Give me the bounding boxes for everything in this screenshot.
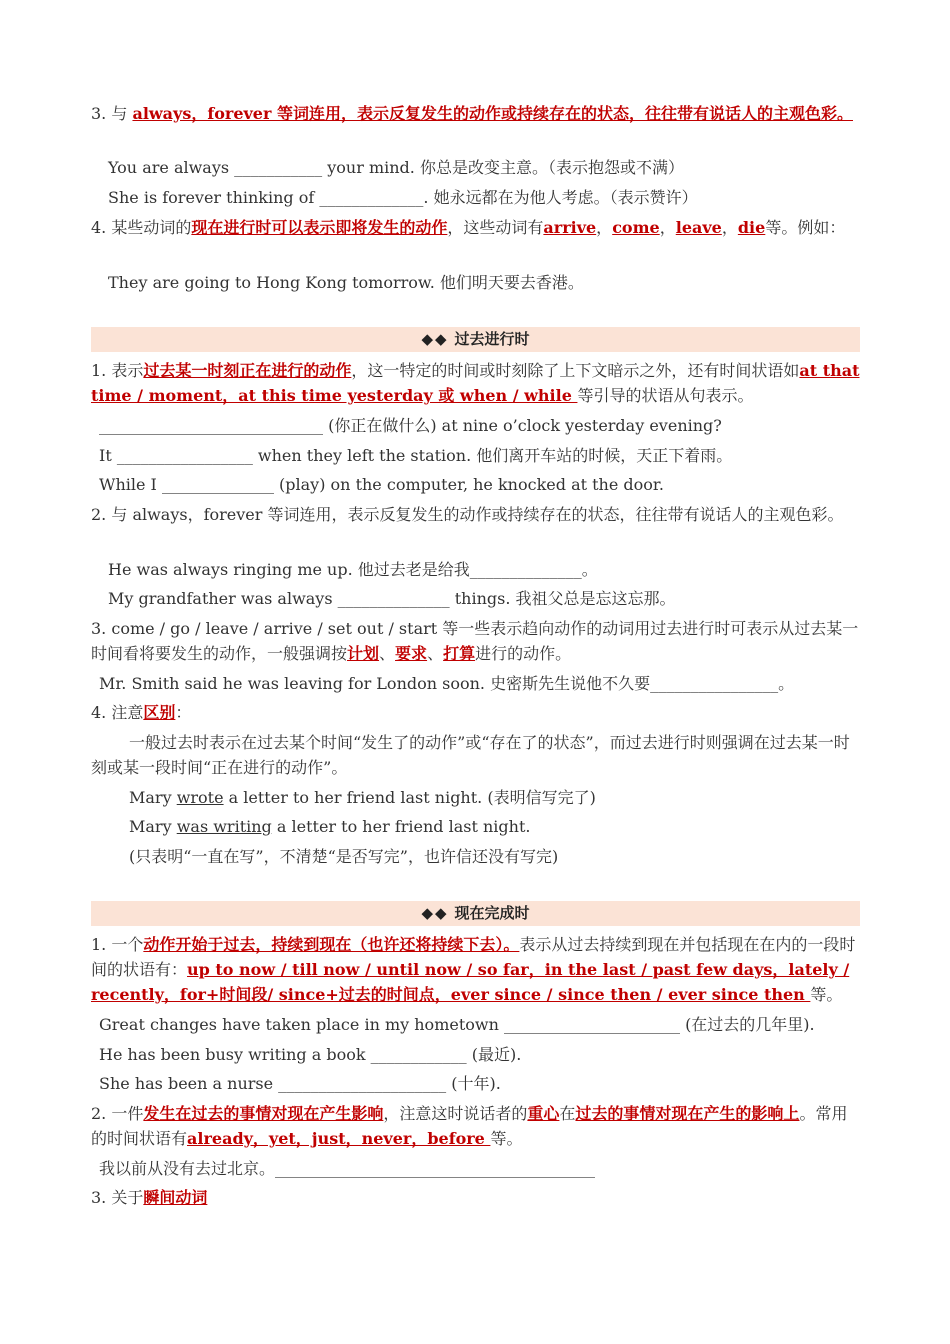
highlight-text: already，yet，just，never，before bbox=[187, 1129, 491, 1148]
underlined-verb: was writing bbox=[176, 817, 272, 836]
example-sentence: She is forever thinking of _____________. 她永远都在为他人考虑。（表示赞许） bbox=[108, 188, 698, 207]
keyword: die bbox=[737, 218, 766, 237]
diamond-icon: ◆◆ bbox=[421, 904, 449, 922]
explanation-paragraph: 一般过去时表示在过去某个时间“发生了的动作”或“存在了的状态”，而过去进行时则强调在过去某一时刻或某一段时间“正在进行的动作”。 bbox=[91, 733, 850, 777]
section-title: 现在完成时 bbox=[454, 904, 530, 922]
item-2-past-impact: 2. 一件发生在过去的事情对现在产生影响，注意这时说话者的重心在过去的事情对现在产生的影响上。常用的时间状语有already，yet，just，never，before 等。 bbox=[91, 1104, 848, 1148]
item-3-momentary-verbs: 3. 关于瞬间动词 bbox=[91, 1188, 208, 1207]
section-title: 过去进行时 bbox=[454, 330, 530, 348]
item-number: 3. 与 bbox=[91, 104, 133, 123]
section-header-past-progressive bbox=[91, 327, 860, 352]
example-sentence: Mr. Smith said he was leaving for London soon. 史密斯先生说他不久要________________。 bbox=[99, 674, 795, 693]
keyword: 要求 bbox=[395, 644, 428, 663]
keyword: come bbox=[612, 218, 660, 237]
example-sentence: They are going to Hong Kong tomorrow. 他们明天要去香港。 bbox=[108, 273, 584, 292]
example-sentence: Mary was writing a letter to her friend last night. bbox=[129, 817, 531, 836]
item-3-directional-verbs: 3. come / go / leave / arrive / set out / start 等一些表示趋向动作的动词用过去进行时可表示从过去某一时间看将要发生的动作，一般强调按计划、要求、打算进行的动作。 bbox=[91, 619, 859, 663]
keyword: arrive bbox=[543, 218, 597, 237]
item-2-always-forever: 2. 与 always，forever 等词连用，表示反复发生的动作或持续存在的状态，往往带有说话人的主观色彩。 bbox=[91, 505, 844, 524]
example-sentence: Great changes have taken place in my hometown ______________________ (在过去的几年里). bbox=[99, 1015, 815, 1034]
highlight-text: 动作开始于过去，持续到现在（也许还将持续下去）。 bbox=[143, 935, 520, 954]
keyword: 计划 bbox=[347, 644, 380, 663]
diamond-icon: ◆◆ bbox=[421, 330, 449, 348]
underlined-verb: wrote bbox=[176, 788, 224, 807]
highlight-text: 过去某一时刻正在进行的动作 bbox=[143, 361, 352, 380]
section-header-present-perfect bbox=[91, 901, 860, 926]
item-4-distinction: 4. 注意区别： bbox=[91, 703, 192, 722]
highlight-text: up to now / till now / until now / so far，in the last / past few days，lately / recently，for+时间段/ since+过去的时间点，ever since / since then / ever since then bbox=[91, 960, 850, 1004]
keyword: 重心 bbox=[527, 1104, 560, 1123]
item-1-past-moment: 1. 表示过去某一时刻正在进行的动作，这一特定的时间或时刻除了上下文暗示之外，还有时间状语如at that time / moment，at this time yesterday 或 when / while 等引导的状语从句表示。 bbox=[91, 361, 860, 405]
example-sentence: He was always ringing me up. 他过去老是给我______________。 bbox=[108, 560, 598, 579]
example-sentence: He has been busy writing a book ____________ (最近). bbox=[99, 1045, 522, 1064]
keyword: leave bbox=[675, 218, 722, 237]
example-sentence: ____________________________ (你正在做什么) at nine o’clock yesterday evening? bbox=[99, 416, 722, 435]
item-4-future-meaning: 4. 某些动词的现在进行时可以表示即将发生的动作，这些动词有arrive，come，leave，die等。例如： bbox=[91, 218, 846, 237]
example-note: (只表明“一直在写”，不清楚“是否写完”，也许信还没有写完) bbox=[129, 847, 559, 866]
example-sentence: 我以前从没有去过北京。________________________________________ bbox=[99, 1159, 596, 1178]
example-sentence: While I ______________ (play) on the computer, he knocked at the door. bbox=[99, 475, 664, 494]
highlight-text: 现在进行时可以表示即将发生的动作 bbox=[191, 218, 448, 237]
highlight-text: always，forever 等词连用，表示反复发生的动作或持续存在的状态，往往带有说话人的主观色彩。 bbox=[132, 104, 853, 123]
example-sentence: She has been a nurse _____________________ (十年). bbox=[99, 1074, 501, 1093]
example-sentence: My grandfather was always ______________ things. 我祖父总是忘这忘那。 bbox=[108, 589, 676, 608]
example-sentence: It _________________ when they left the station. 他们离开车站的时候，天正下着雨。 bbox=[99, 446, 733, 465]
highlight-text: at that time / moment，at this time yesterday 或 when / while bbox=[91, 361, 860, 405]
keyword: 打算 bbox=[443, 644, 476, 663]
keyword: 瞬间动词 bbox=[143, 1188, 208, 1207]
highlight-text: 过去的事情对现在产生的影响上 bbox=[575, 1104, 800, 1123]
item-3-always-forever bbox=[91, 101, 861, 126]
item-1-continuing-action: 1. 一个动作开始于过去，持续到现在（也许还将持续下去）。表示从过去持续到现在并包括现在在内的一段时间的状语有：up to now / till now / until now / so far，in the last / past few days，lately / recently，for+时间段/ since+过去的时间点，ever since / since then / ever since then 等。 bbox=[91, 935, 856, 1004]
keyword: 区别 bbox=[143, 703, 176, 722]
highlight-text: 发生在过去的事情对现在产生影响 bbox=[143, 1104, 384, 1123]
example-sentence: You are always ___________ your mind. 你总是改变主意。（表示抱怨或不满） bbox=[108, 158, 684, 177]
example-sentence: Mary wrote a letter to her friend last night. (表明信写完了) bbox=[129, 788, 596, 807]
